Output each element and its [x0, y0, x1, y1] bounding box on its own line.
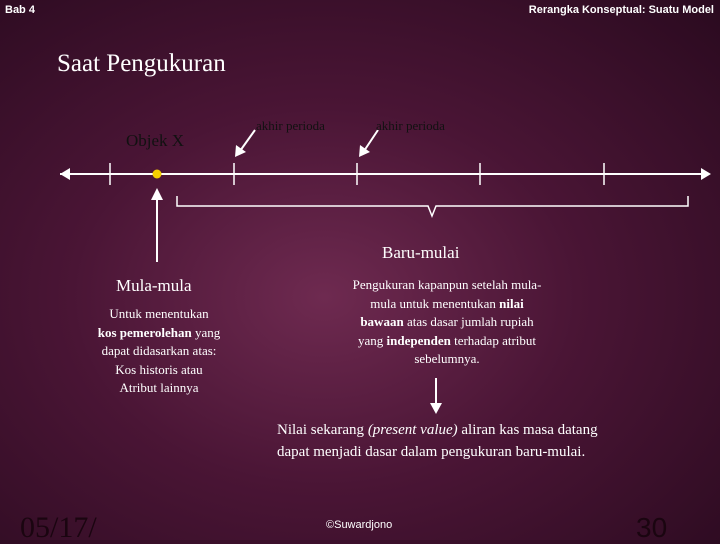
akhir-perioda-label-2: akhir perioda	[376, 118, 445, 133]
mula-mula-label: Mula-mula	[116, 276, 192, 295]
text-line: dapat didasarkan atas:	[101, 343, 217, 358]
text-line: Untuk menentukan	[109, 306, 209, 321]
text-span: yang	[357, 332, 387, 348]
text-line	[277, 419, 697, 441]
text-line	[322, 295, 572, 314]
text-span: Nilai sekarang	[277, 422, 368, 438]
text-line: Atribut lainnya	[119, 380, 199, 395]
baru-mulai-description	[322, 276, 572, 369]
text-line: Kos historis atau	[115, 361, 203, 377]
object-point	[153, 170, 162, 179]
present-value-statement	[277, 419, 697, 463]
bold-term: independen	[386, 332, 451, 348]
footer-date: 05/17/	[20, 511, 97, 544]
timeline-arrowhead-right	[701, 168, 711, 180]
slide-title: Saat Pengukuran	[57, 50, 226, 77]
baru-mulai-label: Baru-mulai	[382, 243, 460, 262]
text-line	[322, 332, 572, 351]
text-span: aliran kas masa datang	[457, 422, 598, 438]
bold-term: kos pemerolehan	[97, 324, 192, 340]
text-span: mula untuk menentukan	[370, 295, 500, 311]
timeline-arrowhead-left	[60, 168, 70, 180]
chapter-label: Bab 4	[5, 4, 35, 16]
bold-term: nilai	[499, 295, 524, 311]
text-span: yang	[191, 324, 221, 340]
text-line: Pengukuran kapanpun setelah mula-	[352, 277, 542, 292]
baru-mulai-brace	[177, 196, 688, 216]
text-line: dapat menjadi dasar dalam pengukuran baru-mulai.	[277, 444, 586, 460]
text-line	[322, 313, 572, 332]
text-span: atas dasar jumlah rupiah	[403, 314, 534, 329]
text-line: sebelumnya.	[414, 351, 480, 366]
mula-mula-description	[75, 305, 243, 398]
italic-term: (present value)	[367, 422, 458, 438]
akhir-perioda-label-1: akhir perioda	[256, 118, 325, 133]
slide-number: 30	[636, 512, 668, 543]
text-span: terhadap atribut	[450, 332, 537, 348]
bold-term: bawaan	[360, 314, 404, 329]
objek-label: Objek X	[126, 131, 185, 150]
akhir-perioda-arrow-1	[240, 130, 255, 151]
footer-author: ©Suwardjono	[326, 519, 393, 531]
slide-header-title: Rerangka Konseptual: Suatu Model	[528, 4, 714, 16]
text-line	[75, 324, 243, 343]
